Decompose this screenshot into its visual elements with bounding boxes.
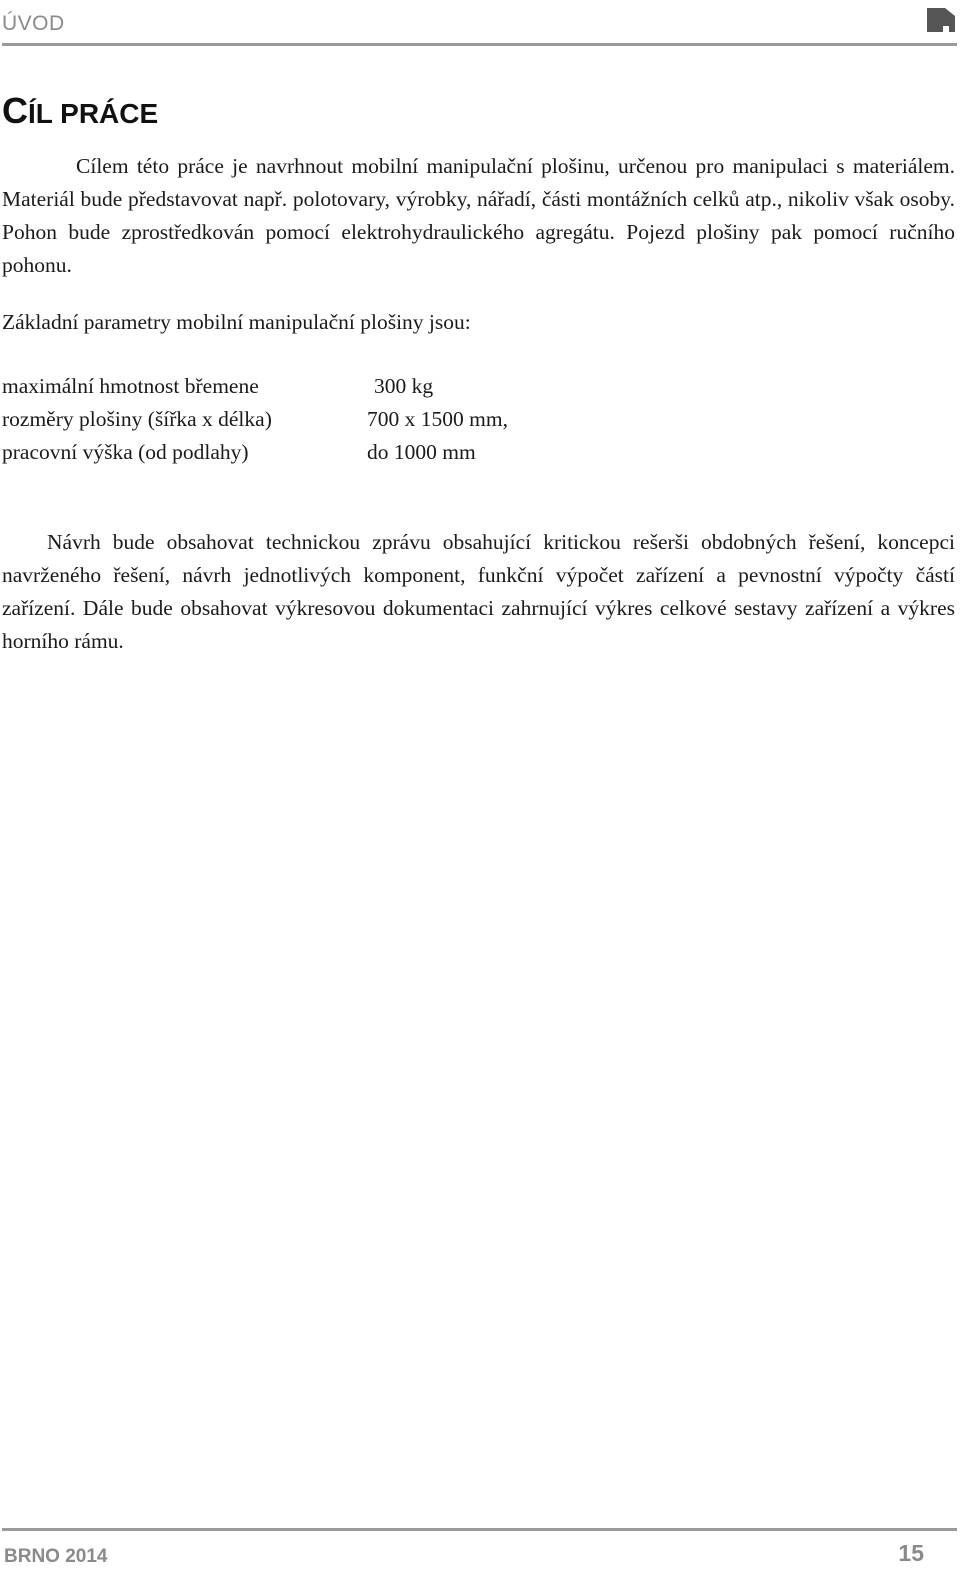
footer-location-year: BRNO 2014 [4, 1546, 108, 1567]
parameter-label: maximální hmotnost břemene [2, 374, 259, 398]
parameter-value: 300 kg [374, 374, 434, 398]
parameter-label: pracovní výška (od podlahy) [2, 440, 249, 464]
parameter-value: 700 x 1500 mm, [367, 407, 508, 431]
header-divider [2, 43, 957, 46]
parameter-row [2, 370, 508, 403]
parameters-list [2, 370, 508, 469]
intro-paragraph: Cílem této práce je navrhnout mobilní manipulační plošinu, určenou pro manipulaci s materiálem. Materiál bude představovat např. polotovary, výrobky, nářadí, části montážních celků atp., nikoliv však osoby. Pohon bude zprostředkován pomocí elektrohydraulického agregátu. Pojezd plošiny pak pomocí ručního pohonu. [2, 154, 955, 277]
parameter-row [2, 403, 508, 436]
closing-paragraph: Návrh bude obsahovat technickou zprávu obsahující kritickou rešerši obdobných řešení, koncepci navrženého řešení, návrh jednotlivých komponent, funkční výpočet zařízení a pevnostní výpočty částí zařízení. Dále bude obsahovat výkresovou dokumentaci zahrnující výkres celkové sestavy zařízení a výkres horního rámu. [2, 530, 955, 653]
parameter-value: do 1000 mm [367, 440, 476, 464]
section-title [2, 90, 158, 132]
page-number: 15 [898, 1540, 924, 1566]
parameter-label: rozměry plošiny (šířka x délka) [2, 407, 272, 431]
footer-divider [2, 1528, 957, 1531]
university-logo-icon [925, 4, 957, 36]
running-header-section: ÚVOD [2, 12, 65, 35]
section-title-rest: ÍL PRÁCE [28, 98, 159, 129]
parameters-intro: Základní parametry mobilní manipulační plošiny jsou: [2, 310, 471, 334]
section-title-initial: C [2, 90, 28, 131]
parameter-row [2, 436, 508, 469]
